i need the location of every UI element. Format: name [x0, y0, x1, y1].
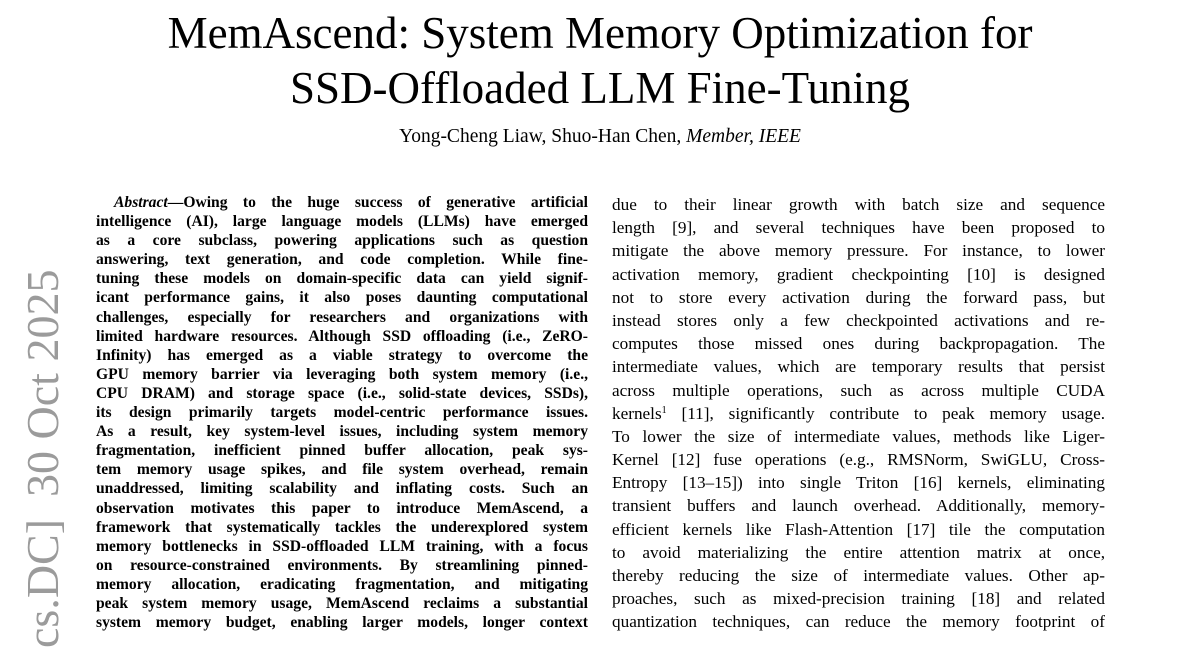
author-line	[0, 126, 1200, 148]
abstract-line: peak system memory usage, MemAscend reclaims a substantial	[96, 594, 588, 612]
abstract-line: observation motivates this paper to introduce MemAscend, a	[96, 499, 588, 517]
abstract-line: system memory budget, enabling larger models, longer context	[96, 614, 588, 632]
abstract-label: Abstract	[114, 194, 168, 211]
body-line: intermediate values, which are temporary results that persist	[612, 357, 1105, 377]
body-line: across multiple operations, such as across multiple CUDA	[612, 380, 1105, 400]
abstract-line: answering, text generation, and code completion. While fine-	[96, 251, 588, 269]
author-role: Member, IEEE	[686, 126, 801, 147]
abstract-line: CPU DRAM) and storage space (i.e., solid-state devices, SSDs),	[96, 384, 588, 402]
abstract-line: Infinity) has emerged as a viable strategy to overcome the	[96, 346, 588, 364]
body-line: transient buffers and launch overhead. Additionally, memory-	[612, 496, 1105, 516]
abstract-line: unaddressed, limiting scalability and inflating costs. Such an	[96, 480, 588, 498]
abstract-line: GPU memory barrier via leveraging both system memory (i.e.,	[96, 365, 588, 383]
body-line: to avoid materializing the entire attention matrix at once,	[612, 542, 1105, 562]
body-column	[612, 193, 1105, 634]
body-line: instead stores only a few checkpointed activations and re-	[612, 310, 1105, 330]
body-line: Entropy [13–15]) into single Triton [16] kernels, eliminating	[612, 473, 1105, 493]
abstract-column	[96, 193, 588, 632]
abstract-line: as a core subclass, powering applications such as question	[96, 232, 588, 250]
abstract-line: memory bottlenecks in SSD-offloaded LLM training, with a focus	[96, 537, 588, 555]
arxiv-category: cs.DC]	[17, 518, 68, 648]
paper-title-line-2: SSD-Offloaded LLM Fine-Tuning	[289, 63, 911, 113]
abstract-line: icant performance gains, it also poses daunting computational	[96, 289, 588, 307]
body-line: not to store every activation during the forward pass, but	[612, 287, 1105, 307]
body-line: computes those missed ones during backpropagation. The	[612, 334, 1105, 354]
abstract-line: framework that systematically tackles the underexplored system	[96, 518, 588, 536]
body-line: mitigate the above memory pressure. For instance, to lower	[612, 241, 1105, 261]
body-line: Kernel [12] fuse operations (e.g., RMSNorm, SwiGLU, Cross-	[612, 450, 1105, 470]
arxiv-date: 30 Oct 2025	[17, 269, 68, 497]
body-line: due to their linear growth with batch size and sequence	[612, 195, 1105, 214]
abstract-line: As a result, key system-level issues, including system memory	[96, 423, 588, 441]
abstract-first-line: Abstract—Owing to the huge success of generative artificial	[114, 194, 588, 211]
body-line-footnote: kernels$^1$ [11], significantly contribute to peak memory usage.	[612, 403, 1105, 423]
abstract-line: limited hardware resources. Although SSD offloading (i.e., ZeRO-	[96, 327, 588, 345]
body-line: quantization techniques, can reduce the memory footprint of	[612, 612, 1105, 632]
abstract-line: challenges, especially for researchers and organizations with	[96, 308, 588, 326]
body-line: length [9], and several techniques have been proposed to	[612, 218, 1105, 238]
abstract-line: fragmentation, inefficient pinned buffer allocation, peak sys-	[96, 442, 588, 460]
abstract-line: its design primarily targets model-centric performance issues.	[96, 404, 588, 422]
abstract-line: tem memory usage spikes, and file system overhead, remain	[96, 461, 588, 479]
body-line: proaches, such as mixed-precision training [18] and related	[612, 589, 1105, 609]
paper-title-line-1: MemAscend: System Memory Optimization for	[167, 8, 1033, 58]
abstract-line: on resource-constrained environments. By streamlining pinned-	[96, 556, 588, 574]
abstract-line: tuning these models on domain-specific data can yield signif-	[96, 270, 588, 288]
body-line: To lower the size of intermediate values, methods like Liger-	[612, 426, 1105, 446]
footnote-mark[interactable]: 1	[661, 404, 667, 416]
abstract-line: memory allocation, eradicating fragmentation, and mitigating	[96, 575, 588, 593]
body-line: activation memory, gradient checkpointing [10] is designed	[612, 264, 1105, 284]
body-line: efficient kernels like Flash-Attention [17] tile the computation	[612, 519, 1105, 539]
arxiv-side-stamp	[17, 269, 68, 648]
body-line: thereby reducing the size of intermediate values. Other ap-	[612, 566, 1105, 585]
abstract-line: intelligence (AI), large language models (LLMs) have emerged	[96, 213, 588, 231]
author-names: Yong-Cheng Liaw, Shuo-Han Chen,	[399, 126, 682, 147]
